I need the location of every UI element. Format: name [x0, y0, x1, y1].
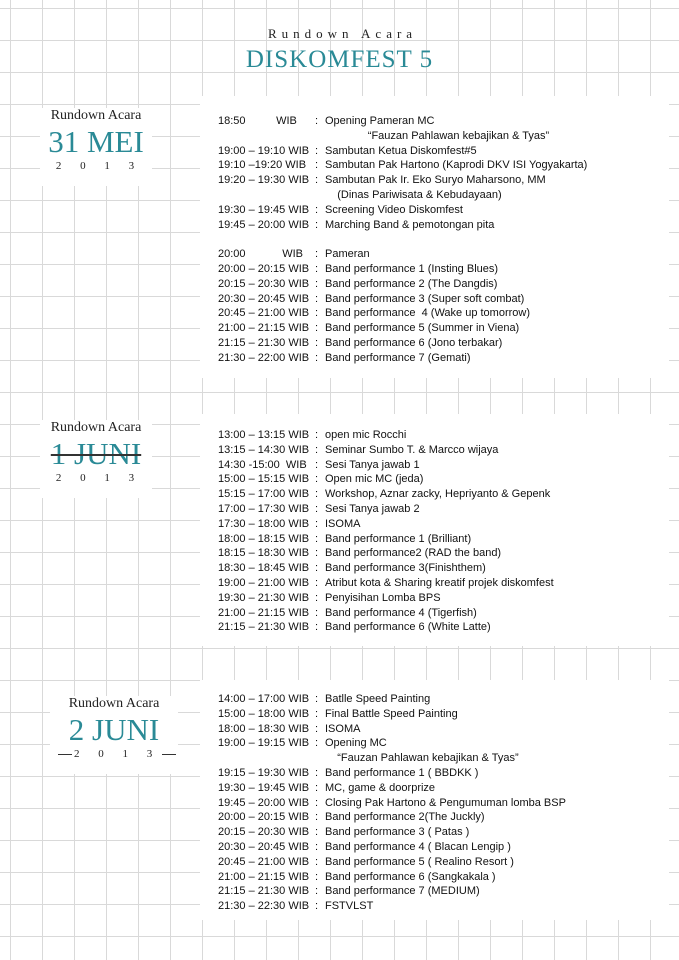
schedule-time: 19:45 – 20:00 WIB: [218, 796, 310, 809]
schedule-row: [218, 884, 566, 899]
schedule-row: [218, 262, 587, 277]
schedule-time: 19:15 – 19:30 WIB: [218, 766, 310, 779]
schedule-description: Band performance 3(Finishthem): [325, 562, 486, 575]
schedule-separator: :: [315, 811, 319, 824]
day-label-rundown: Rundown Acara: [50, 420, 142, 435]
schedule-description: Band performance 1 (Insting Blues): [325, 262, 499, 275]
schedule-list: [218, 428, 554, 635]
schedule-list: [218, 692, 566, 914]
schedule-separator: :: [315, 885, 319, 898]
schedule-time: 19:00 – 19:15 WIB: [218, 737, 310, 750]
schedule-row: [218, 736, 566, 751]
header-subtitle: Rundown Acara: [267, 26, 418, 41]
schedule-time: 17:00 – 17:30 WIB: [218, 502, 310, 515]
schedule-separator: :: [315, 606, 319, 619]
schedule-time: 19:10 –19:20 WIB: [218, 159, 307, 172]
schedule-description: (Dinas Pariwisata & Kebudayaan): [325, 188, 502, 201]
schedule-row: [218, 292, 587, 307]
schedule-row: [218, 825, 566, 840]
schedule-description: Sambutan Ketua Diskomfest#5: [325, 144, 477, 157]
schedule-separator: [315, 751, 325, 766]
schedule-description: Band performance 4 (Wake up tomorrow): [325, 307, 531, 320]
schedule-description: Band performance 3 (Super soft combat): [325, 292, 525, 305]
day-date: 2 JUNI: [68, 712, 160, 747]
schedule-description: Band performance 7 (MEDIUM): [325, 885, 480, 898]
schedule-row: [218, 218, 587, 233]
schedule-description: “Fauzan Pahlawan kebajikan & Tyas”: [325, 752, 519, 765]
schedule-separator: [315, 188, 325, 203]
schedule-description: Band performance2 (RAD the band): [325, 547, 502, 560]
schedule-separator: :: [315, 292, 319, 305]
schedule-separator: :: [315, 248, 319, 261]
schedule-time: 18:30 – 18:45 WIB: [218, 562, 310, 575]
schedule-row: [218, 129, 587, 144]
day-year-text: 2 0 1 3: [74, 748, 161, 760]
schedule-time: 21:30 – 22:30 WIB: [218, 900, 310, 913]
schedule-description: Band performance 6 (Sangkakala ): [325, 870, 496, 883]
schedule-separator: :: [315, 458, 319, 471]
schedule-row: [218, 277, 587, 292]
schedule-time: 15:15 – 17:00 WIB: [218, 488, 310, 501]
schedule-separator: :: [315, 693, 319, 705]
schedule-time: 21:00 – 21:15 WIB: [218, 606, 310, 619]
schedule-row: [218, 321, 587, 336]
schedule-description: Band performance 4 (Tigerfish): [325, 606, 477, 619]
schedule-row: [218, 796, 566, 811]
schedule-description: Band performance 6 (White Latte): [325, 621, 491, 634]
schedule-description: open mic Rocchi: [325, 429, 407, 441]
schedule-description: Sesi Tanya jawab 1: [325, 458, 420, 471]
schedule-separator: :: [315, 351, 319, 364]
schedule-description: Workshop, Aznar zacky, Hepriyanto & Gepenk: [325, 488, 551, 501]
schedule-row: [218, 692, 566, 707]
schedule-time: 15:00 – 18:00 WIB: [218, 707, 310, 720]
schedule-description: Final Battle Speed Painting: [325, 707, 458, 720]
schedule-time: 19:00 – 21:00 WIB: [218, 576, 310, 589]
schedule-separator: :: [315, 900, 319, 913]
schedule-description: Seminar Sumbo T. & Marcco wijaya: [325, 443, 499, 456]
schedule-time: 21:00 – 21:15 WIB: [218, 322, 310, 335]
schedule-panel-2-juni: [200, 680, 669, 920]
day-label-1-juni: [40, 420, 152, 498]
schedule-description: Penyisihan Lomba BPS: [325, 591, 441, 604]
schedule-description: Screening Video Diskomfest: [325, 203, 463, 216]
schedule-row: [218, 591, 554, 606]
schedule-time: 21:00 – 21:15 WIB: [218, 870, 310, 883]
schedule-separator: :: [315, 722, 319, 735]
schedule-description: FSTVLST: [325, 900, 374, 913]
schedule-description: Band performance 5 (Summer in Viena): [325, 322, 520, 335]
schedule-description: Band performance 2(The Juckly): [325, 811, 485, 824]
schedule-separator: :: [315, 517, 319, 530]
schedule-row: [218, 840, 566, 855]
schedule-row: [218, 306, 587, 321]
schedule-separator: :: [315, 870, 319, 883]
schedule-separator: :: [315, 562, 319, 575]
schedule-time: 19:30 – 19:45 WIB: [218, 781, 310, 794]
schedule-row: [218, 810, 566, 825]
schedule-time: 14:00 – 17:00 WIB: [218, 693, 310, 705]
schedule-time: 18:00 – 18:15 WIB: [218, 532, 310, 545]
schedule-description: Band performance 1 (Brilliant): [325, 532, 472, 545]
page-header: [0, 26, 679, 74]
schedule-row: [218, 351, 587, 366]
schedule-time: 21:15 – 21:30 WIB: [218, 885, 310, 898]
schedule-separator: :: [315, 115, 319, 127]
schedule-separator: :: [315, 766, 319, 779]
schedule-separator: :: [315, 796, 319, 809]
schedule-separator: :: [315, 473, 319, 486]
schedule-row: [218, 722, 566, 737]
schedule-separator: [315, 129, 325, 144]
schedule-row: [218, 173, 587, 188]
schedule-description: Atribut kota & Sharing kreatif projek diskomfest: [325, 576, 554, 589]
schedule-row: [218, 502, 554, 517]
schedule-time: 20:30 – 20:45 WIB: [218, 840, 310, 853]
schedule-time: 20:15 – 20:30 WIB: [218, 826, 310, 839]
schedule-row: [218, 576, 554, 591]
schedule-time: 18:15 – 18:30 WIB: [218, 547, 310, 560]
schedule-row: [218, 855, 566, 870]
schedule-separator: :: [315, 307, 319, 320]
schedule-separator: :: [315, 547, 319, 560]
schedule-description: Band performance 5 ( Realino Resort ): [325, 855, 514, 868]
schedule-description: Closing Pak Hartono & Pengumuman lomba BSP: [325, 796, 566, 809]
schedule-description: Batlle Speed Painting: [325, 693, 431, 705]
schedule-time: 15:00 – 15:15 WIB: [218, 473, 310, 486]
schedule-description: Band performance 4 ( Blacan Lengip ): [325, 840, 511, 853]
schedule-row: [218, 487, 554, 502]
header-title: DISKOMFEST 5: [245, 46, 434, 73]
schedule-time: 19:20 – 19:30 WIB: [218, 174, 310, 187]
schedule-list: [218, 114, 587, 366]
schedule-separator: :: [315, 737, 319, 750]
schedule-gap: [218, 232, 587, 247]
schedule-row: [218, 336, 587, 351]
schedule-description: Band performance 1 ( BBDKK ): [325, 766, 479, 779]
schedule-time: 17:30 – 18:00 WIB: [218, 517, 310, 530]
schedule-time: 20:45 – 21:00 WIB: [218, 307, 310, 320]
schedule-time: 20:30 – 20:45 WIB: [218, 292, 310, 305]
schedule-time: 21:15 – 21:30 WIB: [218, 336, 310, 349]
year-dash-left: [58, 754, 72, 755]
schedule-description: Open mic MC (jeda): [325, 473, 424, 486]
day-year: 2 0 1 3: [55, 472, 143, 484]
schedule-description: “Fauzan Pahlawan kebajikan & Tyas”: [325, 129, 550, 142]
schedule-row: [218, 443, 554, 458]
schedule-row: [218, 144, 587, 159]
day-label-rundown: Rundown Acara: [68, 696, 160, 711]
schedule-row: [218, 158, 587, 173]
schedule-time: 19:30 – 19:45 WIB: [218, 203, 310, 216]
schedule-separator: :: [315, 840, 319, 853]
schedule-row: [218, 781, 566, 796]
schedule-separator: :: [315, 277, 319, 290]
schedule-row: [218, 188, 587, 203]
schedule-row: [218, 458, 554, 473]
schedule-row: [218, 899, 566, 914]
schedule-row: [218, 532, 554, 547]
schedule-time: 21:30 – 22:00 WIB: [218, 351, 310, 364]
schedule-separator: :: [315, 159, 319, 172]
schedule-row: [218, 428, 554, 443]
schedule-separator: :: [315, 591, 319, 604]
schedule-separator: :: [315, 429, 319, 441]
schedule-row: [218, 203, 587, 218]
schedule-separator: :: [315, 826, 319, 839]
schedule-separator: :: [315, 502, 319, 515]
schedule-separator: :: [315, 144, 319, 157]
schedule-separator: :: [315, 621, 319, 634]
schedule-time: 14:30 -15:00 WIB: [218, 458, 307, 471]
schedule-time: 18:00 – 18:30 WIB: [218, 722, 310, 735]
day-year: [50, 748, 178, 760]
schedule-panel-1-juni: [200, 414, 669, 646]
schedule-separator: :: [315, 203, 319, 216]
schedule-description: Band performance 6 (Jono terbakar): [325, 336, 503, 349]
year-dash-right: [162, 754, 176, 755]
schedule-time: 13:15 – 14:30 WIB: [218, 443, 310, 456]
schedule-row: [218, 620, 554, 635]
schedule-time: 20:45 – 21:00 WIB: [218, 855, 310, 868]
schedule-description: Opening MC: [325, 737, 387, 750]
schedule-row: [218, 707, 566, 722]
schedule-time: 18:50 WIB: [218, 115, 297, 127]
schedule-row: [218, 114, 587, 129]
schedule-description: MC, game & doorprize: [325, 781, 436, 794]
schedule-separator: :: [315, 262, 319, 275]
schedule-time: 20:15 – 20:30 WIB: [218, 277, 310, 290]
schedule-description: ISOMA: [325, 722, 361, 735]
schedule-row: [218, 766, 566, 781]
schedule-separator: :: [315, 322, 319, 335]
schedule-row: [218, 517, 554, 532]
schedule-description: Opening Pameran MC: [325, 115, 435, 127]
schedule-separator: :: [315, 532, 319, 545]
schedule-time: 19:45 – 20:00 WIB: [218, 218, 310, 231]
schedule-separator: :: [315, 576, 319, 589]
schedule-row: [218, 751, 566, 766]
schedule-separator: :: [315, 488, 319, 501]
schedule-row: [218, 546, 554, 561]
schedule-time: [218, 129, 315, 144]
day-label-rundown: Rundown Acara: [50, 108, 142, 123]
day-label-31-mei: [40, 108, 152, 186]
schedule-separator: :: [315, 218, 319, 231]
schedule-description: Marching Band & pemotongan pita: [325, 218, 495, 231]
schedule-description: Pameran: [325, 248, 370, 261]
schedule-separator: :: [315, 336, 319, 349]
schedule-separator: :: [315, 443, 319, 456]
schedule-description: ISOMA: [325, 517, 361, 530]
schedule-row: [218, 247, 587, 262]
schedule-time: 20:00 – 20:15 WIB: [218, 811, 310, 824]
schedule-time: 19:00 – 19:10 WIB: [218, 144, 310, 157]
schedule-description: Sambutan Pak Ir. Eko Suryo Maharsono, MM: [325, 174, 546, 187]
schedule-row: [218, 606, 554, 621]
day-date: 1 JUNI: [50, 436, 142, 471]
day-date: 31 MEI: [48, 124, 144, 159]
schedule-row: [218, 561, 554, 576]
schedule-separator: :: [315, 174, 319, 187]
schedule-separator: :: [315, 707, 319, 720]
schedule-description: Sambutan Pak Hartono (Kaprodi DKV ISI Yogyakarta): [325, 159, 588, 172]
schedule-time: [218, 188, 315, 203]
schedule-time: 20:00 WIB: [218, 248, 303, 261]
day-label-2-juni: [50, 696, 178, 774]
day-year: 2 0 1 3: [55, 160, 143, 172]
schedule-description: Band performance 2 (The Dangdis): [325, 277, 498, 290]
schedule-time: 20:00 – 20:15 WIB: [218, 262, 310, 275]
schedule-description: Sesi Tanya jawab 2: [325, 502, 420, 515]
schedule-time: 13:00 – 13:15 WIB: [218, 429, 310, 441]
schedule-description: Band performance 3 ( Patas ): [325, 826, 470, 839]
schedule-time: [218, 751, 315, 766]
schedule-time: 19:30 – 21:30 WIB: [218, 591, 310, 604]
schedule-separator: :: [315, 855, 319, 868]
schedule-row: [218, 472, 554, 487]
schedule-row: [218, 870, 566, 885]
schedule-time: 21:15 – 21:30 WIB: [218, 621, 310, 634]
schedule-separator: :: [315, 781, 319, 794]
schedule-panel-31-mei: [200, 96, 669, 378]
schedule-description: Band performance 7 (Gemati): [325, 351, 471, 364]
